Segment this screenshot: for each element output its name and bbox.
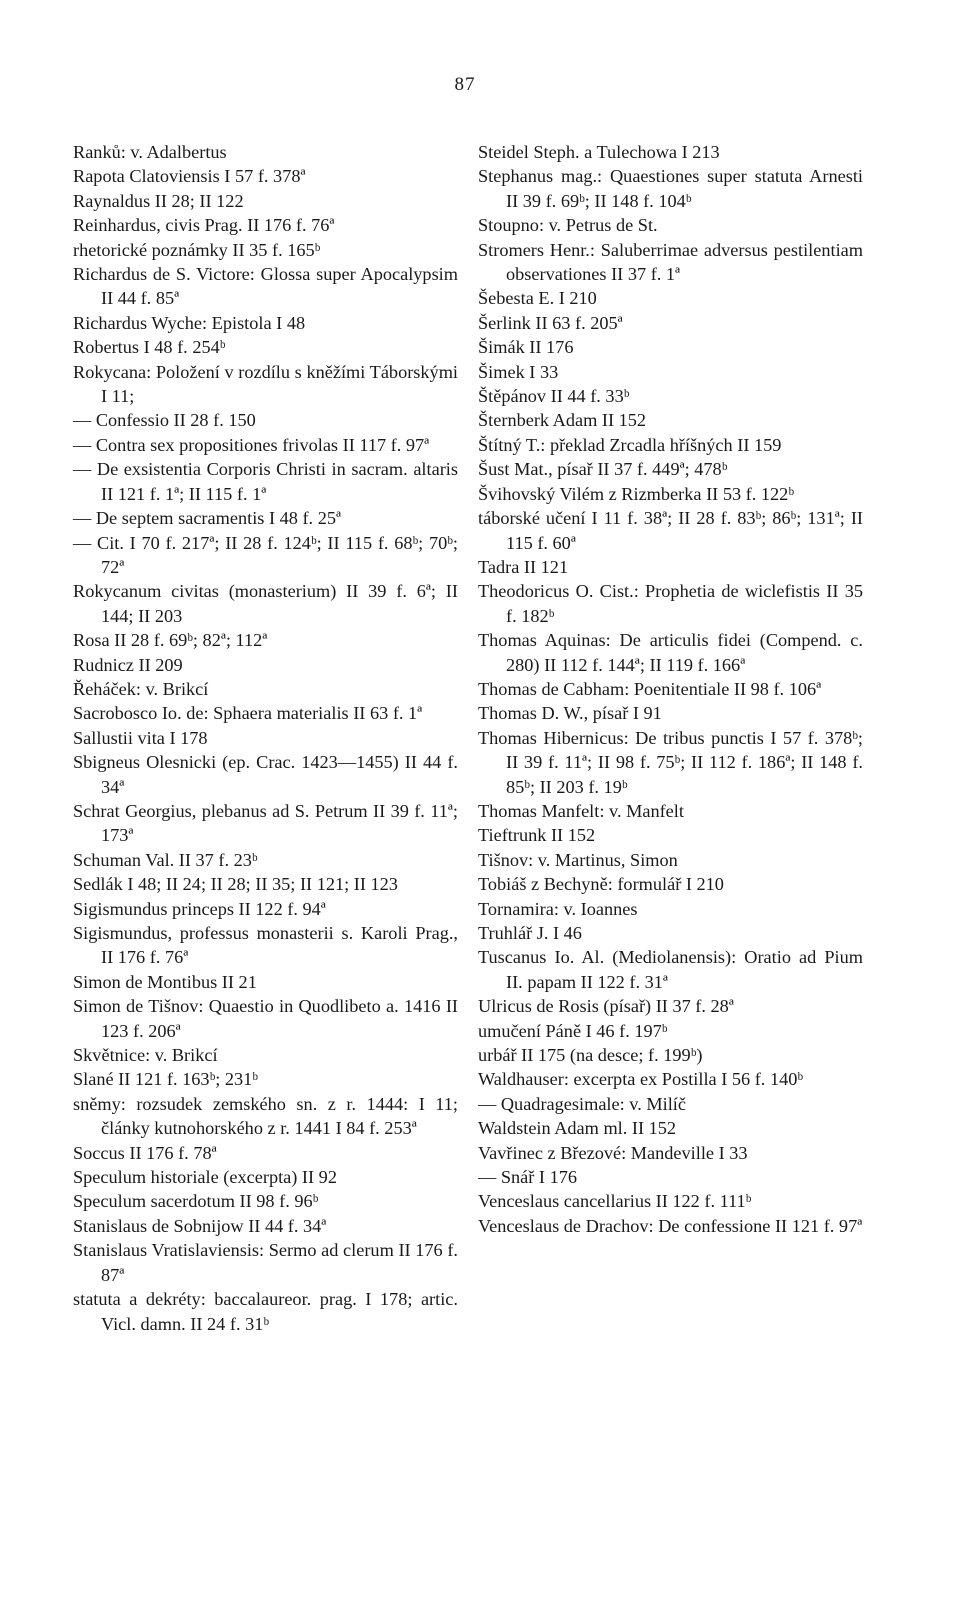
index-entry: Šerlink II 63 f. 205ª [478, 312, 623, 333]
index-entry: Šimák II 176 [478, 337, 574, 358]
index-entry: — Contra sex propositiones frivolas II 117 f. 97ª [73, 434, 430, 455]
index-entry: Rokycana: Položení v rozdílu s kněžími Táborskými I 11; [73, 361, 458, 407]
index-entry: Stromers Henr.: Saluberrimae adversus pestilentiam observationes II 37 f. 1ª [478, 239, 863, 285]
index-entry: sněmy: rozsudek zemského sn. z r. 1444: I 11; články kutnohorského z r. 1441 I 84 f. 253ª [73, 1093, 458, 1139]
index-entry: Rapota Clatoviensis I 57 f. 378ª [73, 166, 306, 187]
index-entry: Stanislaus Vratislaviensis: Sermo ad clerum II 176 f. 87ª [73, 1240, 458, 1285]
index-entry: Tieftrunk II 152 [478, 825, 596, 846]
index-entry: Richardus de S. Victore: Glossa super Apocalypsim II 44 f. 85ª [73, 264, 458, 309]
index-entry: Raynaldus II 28; II 122 [73, 190, 244, 211]
index-entry: Venceslaus de Drachov: De confessione II 121 f. 97ª [478, 1215, 863, 1236]
index-entry: Šternberk Adam II 152 [478, 410, 647, 431]
index-entry: — Quadragesimale: v. Milíč [478, 1093, 686, 1114]
index-entry: Sacrobosco Io. de: Sphaera materialis II 63 f. 1ª [73, 703, 423, 724]
index-entry: Waldhauser: excerpta ex Postilla I 56 f. 140ᵇ [478, 1069, 804, 1090]
index-entry: Theodoricus O. Cist.: Prophetia de wiclefistis II 35 f. 182ᵇ [478, 581, 863, 626]
index-entry: Štítný T.: překlad Zrcadla hříšných II 159 [478, 434, 782, 455]
index-entry: Soccus II 176 f. 78ª [73, 1142, 217, 1163]
index-entry: Schuman Val. II 37 f. 23ᵇ [73, 849, 258, 870]
index-entry: Švihovský Vilém z Rizmberka II 53 f. 122ᵇ [478, 483, 794, 504]
index-entry: Speculum historiale (excerpta) II 92 [73, 1167, 337, 1188]
index-entry: Sbigneus Olesnicki (ep. Crac. 1423—1455) II 44 f. 34ª [73, 752, 458, 797]
index-entry: urbář II 175 (na desce; f. 199ᵇ) [478, 1045, 703, 1066]
index-entry: Sallustii vita I 178 [73, 727, 208, 748]
index-entry: Tornamira: v. Ioannes [478, 898, 638, 919]
index-entry: — De septem sacramentis I 48 f. 25ª [73, 508, 342, 529]
index-entry: Speculum sacerdotum II 98 f. 96ᵇ [73, 1191, 319, 1212]
index-entry: umučení Páně I 46 f. 197ᵇ [478, 1020, 668, 1041]
index-entry: Thomas Manfelt: v. Manfelt [478, 800, 684, 821]
index-entry: Vavřinec z Březové: Mandeville I 33 [478, 1142, 748, 1163]
index-entry: — Snář I 176 [478, 1167, 578, 1188]
index-entry: Stanislaus de Sobnijow II 44 f. 34ª [73, 1215, 327, 1236]
index-entry: táborské učení I 11 f. 38ª; II 28 f. 83ᵇ; 86ᵇ; 131ª; II 115 f. 60ª [478, 508, 863, 553]
index-entry: Skvětnice: v. Brikcí [73, 1045, 218, 1066]
index-entry: Tuscanus Io. Al. (Mediolanensis): Oratio ad Pium II. papam II 122 f. 31ª [478, 947, 863, 992]
index-entry: Rokycanum civitas (monasterium) II 39 f. 6ª; II 144; II 203 [73, 581, 458, 626]
index-entry: — Confessio II 28 f. 150 [73, 410, 256, 431]
index-entry: Štěpánov II 44 f. 33ᵇ [478, 386, 630, 407]
index-entry: Reinhardus, civis Prag. II 176 f. 76ª [73, 215, 335, 236]
index-entry: Thomas Hibernicus: De tribus punctis I 57 f. 378ᵇ; II 39 f. 11ª; II 98 f. 75ᵇ; II 112 f. 186ª; II 148 f. 85ᵇ; II 203 f. 19ᵇ [478, 727, 863, 797]
index-column-right [478, 140, 863, 1238]
index-entry: Simon de Tišnov: Quaestio in Quodlibeto a. 1416 II 123 f. 206ª [73, 996, 458, 1041]
index-entry: Šimek I 33 [478, 361, 559, 382]
index-entry: Tobiáš z Bechyně: formulář I 210 [478, 874, 724, 895]
index-entry: Šust Mat., písař II 37 f. 449ª; 478ᵇ [478, 459, 728, 480]
index-entry: Thomas D. W., písař I 91 [478, 703, 662, 724]
index-entry: Sigismundus princeps II 122 f. 94ª [73, 898, 326, 919]
index-entry: Rudnicz II 209 [73, 654, 183, 675]
index-column-left [73, 140, 458, 1336]
page-number: 87 [454, 74, 476, 95]
index-entry: Richardus Wyche: Epistola I 48 [73, 312, 306, 333]
index-entry: Schrat Georgius, plebanus ad S. Petrum II 39 f. 11ª; 173ª [73, 800, 458, 846]
index-entry: Steidel Steph. a Tulechowa I 213 [478, 142, 720, 162]
index-entry: Venceslaus cancellarius II 122 f. 111ᵇ [478, 1191, 752, 1212]
index-entry: rhetorické poznámky II 35 f. 165ᵇ [73, 239, 321, 260]
index-entry: Šebesta E. I 210 [478, 288, 597, 309]
index-entry: — Cit. I 70 f. 217ª; II 28 f. 124ᵇ; II 115 f. 68ᵇ; 70ᵇ; 72ª [73, 532, 458, 577]
index-entry: — De exsistentia Corporis Christi in sacram. altaris II 121 f. 1ª; II 115 f. 1ª [73, 459, 458, 504]
index-entry: Řeháček: v. Brikcí [73, 678, 209, 699]
index-entry: Simon de Montibus II 21 [73, 971, 257, 992]
index-entry: Waldstein Adam ml. II 152 [478, 1118, 677, 1139]
index-entry: Sigismundus, professus monasterii s. Karoli Prag., II 176 f. 76ª [73, 923, 458, 968]
index-entry: Thomas de Cabham: Poenitentiale II 98 f. 106ª [478, 678, 822, 699]
index-entry: Sedlák I 48; II 24; II 28; II 35; II 121; II 123 [73, 874, 398, 895]
index-entry: Thomas Aquinas: De articulis fidei (Compend. c. 280) II 112 f. 144ª; II 119 f. 166ª [478, 630, 863, 675]
index-entry: Truhlář J. I 46 [478, 923, 582, 943]
index-entry: Tišnov: v. Martinus, Simon [478, 849, 678, 870]
index-entry: Tadra II 121 [478, 556, 569, 577]
index-entry: Stoupno: v. Petrus de St. [478, 215, 658, 236]
index-entry: Slané II 121 f. 163ᵇ; 231ᵇ [73, 1069, 258, 1090]
index-entry: Stephanus mag.: Quaestiones super statuta Arnesti II 39 f. 69ᵇ; II 148 f. 104ᵇ [478, 166, 863, 211]
index-entry: Ulricus de Rosis (písař) II 37 f. 28ª [478, 996, 734, 1017]
index-entry: Rosa II 28 f. 69ᵇ; 82ª; 112ª [73, 630, 268, 651]
index-entry: Ranků: v. Adalbertus [73, 142, 227, 162]
index-entry: Robertus I 48 f. 254ᵇ [73, 337, 226, 358]
index-entry: statuta a dekréty: baccalaureor. prag. I 178; artic. Vicl. damn. II 24 f. 31ᵇ [73, 1289, 458, 1334]
